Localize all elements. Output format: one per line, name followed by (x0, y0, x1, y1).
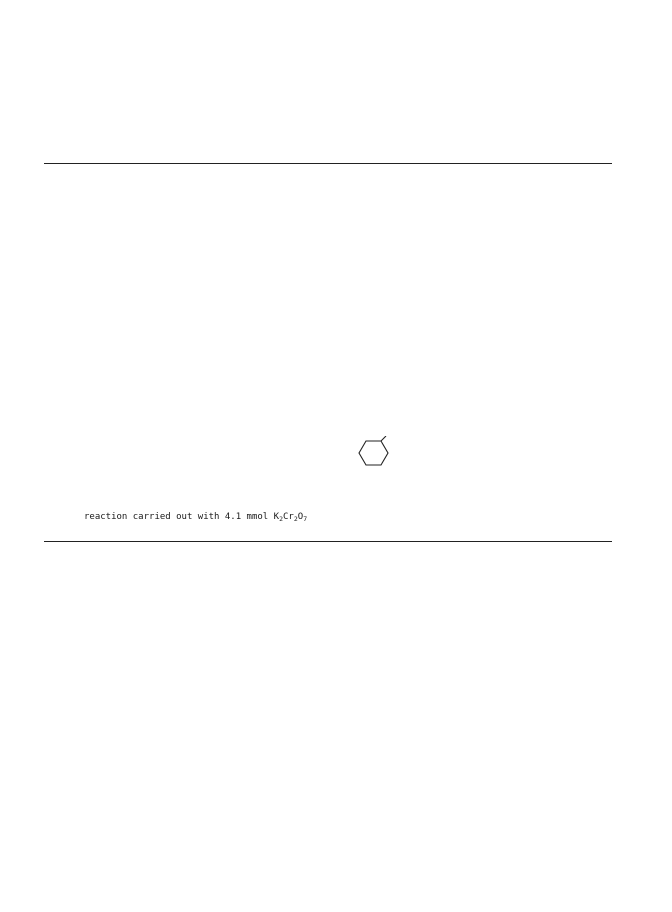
footnote-star-text: reaction carried out with 4.1 mmol $K_2Cr_2O_7$ (84, 512, 308, 523)
top-rule (44, 163, 612, 164)
bottom-rule (44, 541, 612, 542)
cyclohexanol-ring-icon (355, 436, 395, 470)
